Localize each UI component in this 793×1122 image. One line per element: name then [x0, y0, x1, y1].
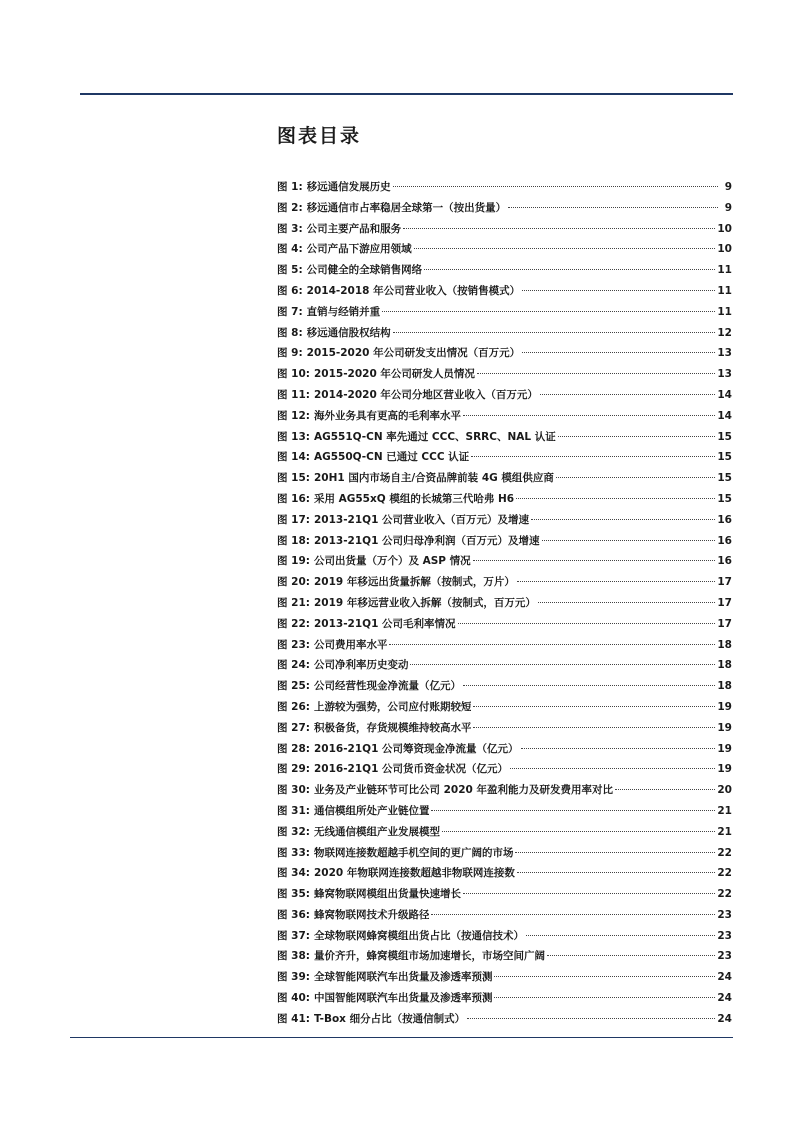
toc-entry[interactable]	[277, 655, 732, 676]
toc-entry-title[interactable]: 中国智能网联汽车出货量及渗透率预测	[313, 992, 493, 1005]
toc-entry-page-number[interactable]: 22	[717, 888, 732, 901]
toc-dot-leader	[431, 914, 715, 915]
toc-entry[interactable]	[277, 822, 732, 843]
toc-entry-label: 图 13:	[277, 430, 310, 443]
toc-entry-label: 图 15:	[277, 472, 310, 485]
toc-entry[interactable]	[277, 281, 732, 302]
toc-entry-label: 图 39:	[277, 971, 310, 984]
toc-entry-label: 图 6:	[277, 284, 303, 297]
toc-entry[interactable]	[277, 614, 732, 635]
toc-entry-title[interactable]: AG551Q-CN 率先通过 CCC、SRRC、NAL 认证	[313, 430, 556, 443]
toc-dot-leader	[467, 1018, 715, 1019]
toc-dot-leader	[517, 581, 716, 582]
toc-entry-page-number[interactable]: 21	[717, 825, 732, 838]
toc-entry[interactable]	[277, 406, 732, 427]
toc-entry[interactable]	[277, 385, 732, 406]
toc-entry-title[interactable]: 全球物联网蜂窝模组出货占比（按通信技术）	[313, 929, 524, 942]
toc-entry-label: 图 28:	[277, 742, 310, 755]
toc-entry-title[interactable]: 2015-2020 年公司研发人员情况	[313, 368, 475, 381]
toc-dot-leader	[494, 997, 715, 998]
toc-entry-label: 图 37:	[277, 929, 310, 942]
toc-entry-label: 图 18:	[277, 534, 310, 547]
toc-entry[interactable]	[277, 759, 732, 780]
toc-entry[interactable]	[277, 427, 732, 448]
toc-entry-title[interactable]: AG550Q-CN 已通过 CCC 认证	[313, 451, 470, 464]
toc-entry-title[interactable]: 无线通信模组产业发展模型	[313, 825, 440, 838]
toc-entry[interactable]	[277, 676, 732, 697]
toc-entry-page-number[interactable]: 11	[717, 305, 732, 318]
toc-entry-page-number[interactable]: 18	[717, 638, 732, 651]
toc-entry-label: 图 32:	[277, 825, 310, 838]
toc-entry-label: 图 35:	[277, 888, 310, 901]
toc-entry-title[interactable]: 公司净利率历史变动	[313, 659, 409, 672]
toc-entry[interactable]	[277, 718, 732, 739]
toc-dot-leader	[393, 186, 718, 187]
toc-entry[interactable]	[277, 531, 732, 552]
page-title: 图表目录	[277, 125, 362, 147]
toc-entry[interactable]	[277, 510, 732, 531]
toc-dot-leader	[389, 644, 715, 645]
toc-entry-page-number[interactable]: 24	[717, 1012, 732, 1025]
toc-entry-title[interactable]: 移远通信股权结构	[306, 326, 391, 339]
toc-entry-title[interactable]: 直销与经销并重	[306, 305, 381, 318]
toc-dot-leader	[382, 311, 715, 312]
toc-entry-page-number[interactable]: 10	[717, 243, 732, 256]
toc-dot-leader	[473, 706, 715, 707]
toc-dot-leader	[471, 456, 715, 457]
toc-dot-leader	[538, 602, 716, 603]
toc-entry-page-number[interactable]: 23	[717, 908, 732, 921]
toc-dot-leader	[522, 352, 715, 353]
toc-entry-page-number[interactable]: 10	[717, 222, 732, 235]
toc-entry-page-number[interactable]: 15	[717, 451, 732, 464]
toc-entry[interactable]	[277, 988, 732, 1009]
toc-dot-leader	[473, 727, 715, 728]
toc-entry[interactable]	[277, 177, 732, 198]
toc-entry-title[interactable]: 公司健全的全球销售网络	[306, 264, 423, 277]
toc-dot-leader	[526, 935, 715, 936]
toc-entry[interactable]	[277, 323, 732, 344]
toc-dot-leader	[531, 519, 715, 520]
toc-entry-label: 图 33:	[277, 846, 310, 859]
toc-entry-title[interactable]: 公司产品下游应用领域	[306, 243, 412, 256]
toc-entry-title[interactable]: 2019 年移远出货量拆解（按制式，万片）	[313, 576, 515, 589]
toc-entry-title[interactable]: 2016-21Q1 公司筹资现金净流量（亿元）	[313, 742, 519, 755]
toc-entry-page-number[interactable]: 23	[717, 950, 732, 963]
toc-entry-page-number[interactable]: 14	[717, 388, 732, 401]
toc-entry[interactable]	[277, 447, 732, 468]
toc-entry-label: 图 21:	[277, 596, 310, 609]
toc-dot-leader	[442, 831, 715, 832]
toc-entry-label: 图 36:	[277, 908, 310, 921]
toc-entry[interactable]	[277, 260, 732, 281]
toc-entry-page-number[interactable]: 16	[717, 555, 732, 568]
footer-divider	[70, 1037, 733, 1038]
toc-entry-label: 图 34:	[277, 867, 310, 880]
toc-entry[interactable]	[277, 801, 732, 822]
toc-entry-title[interactable]: 2014-2020 年公司分地区营业收入（百万元）	[313, 388, 538, 401]
toc-entry-page-number[interactable]: 19	[717, 763, 732, 776]
toc-dot-leader	[403, 228, 715, 229]
toc-entry-label: 图 31:	[277, 804, 310, 817]
toc-entry-title[interactable]: 2013-21Q1 公司毛利率情况	[313, 617, 456, 630]
toc-entry[interactable]	[277, 1009, 732, 1030]
toc-entry-page-number[interactable]: 23	[717, 929, 732, 942]
toc-entry[interactable]	[277, 343, 732, 364]
toc-entry-page-number[interactable]: 13	[717, 368, 732, 381]
toc-entry-page-number[interactable]: 24	[717, 992, 732, 1005]
toc-entry-title[interactable]: 公司经营性现金净流量（亿元）	[313, 680, 461, 693]
toc-dot-leader	[463, 685, 715, 686]
toc-entry[interactable]	[277, 593, 732, 614]
toc-entry-page-number[interactable]: 19	[717, 721, 732, 734]
toc-entry-page-number[interactable]: 16	[717, 534, 732, 547]
toc-entry-title[interactable]: 2016-21Q1 公司货币资金状况（亿元）	[313, 763, 509, 776]
toc-entry-label: 图 3:	[277, 222, 303, 235]
toc-entry-title[interactable]: 2013-21Q1 公司营业收入（百万元）及增速	[313, 513, 530, 526]
toc-entry[interactable]	[277, 302, 732, 323]
toc-entry[interactable]	[277, 219, 732, 240]
toc-entry-label: 图 2:	[277, 201, 303, 214]
toc-entry-page-number[interactable]: 15	[717, 472, 732, 485]
toc-entry-title[interactable]: 2019 年移远营业收入拆解（按制式，百万元）	[313, 596, 536, 609]
toc-entry-title[interactable]: 公司主要产品和服务	[306, 222, 402, 235]
toc-dot-leader	[477, 373, 715, 374]
toc-entry[interactable]	[277, 239, 732, 260]
toc-entry[interactable]	[277, 635, 732, 656]
toc-entry-title[interactable]: 移远通信发展历史	[306, 181, 391, 193]
toc-entry[interactable]	[277, 198, 732, 219]
toc-dot-leader	[522, 290, 715, 291]
toc-entry-title[interactable]: 公司出货量（万个）及 ASP 情况	[313, 555, 471, 568]
toc-entry-page-number[interactable]: 22	[717, 846, 732, 859]
toc-dot-leader	[547, 955, 715, 956]
toc-entry[interactable]	[277, 780, 732, 801]
toc-dot-leader	[494, 976, 715, 977]
toc-entry-label: 图 16:	[277, 492, 310, 505]
toc-entry-page-number[interactable]: 24	[717, 971, 732, 984]
toc-dot-leader	[540, 394, 715, 395]
toc-entry-label: 图 19:	[277, 555, 310, 568]
toc-dot-leader	[424, 269, 715, 270]
toc-entry-page-number[interactable]: 17	[717, 576, 732, 589]
toc-entry-title[interactable]: 量价齐升，蜂窝模组市场加速增长，市场空间广阔	[313, 950, 545, 963]
toc-entry-label: 图 41:	[277, 1012, 310, 1025]
toc-entry-title[interactable]: 移远通信市占率稳居全球第一（按出货量）	[306, 201, 507, 214]
toc-entry-label: 图 12:	[277, 409, 310, 422]
toc-entry[interactable]	[277, 551, 732, 572]
toc-dot-leader	[515, 852, 715, 853]
toc-entry-label: 图 26:	[277, 700, 310, 713]
figure-list	[277, 177, 732, 1030]
toc-entry-label: 图 24:	[277, 659, 310, 672]
toc-dot-leader	[463, 893, 715, 894]
toc-entry-label: 图 22:	[277, 617, 310, 630]
toc-dot-leader	[431, 810, 715, 811]
toc-entry[interactable]	[277, 572, 732, 593]
toc-entry-label: 图 7:	[277, 305, 303, 318]
toc-entry-label: 图 27:	[277, 721, 310, 734]
toc-entry[interactable]	[277, 364, 732, 385]
toc-entry-title[interactable]: 海外业务具有更高的毛利率水平	[313, 409, 461, 422]
toc-entry[interactable]	[277, 946, 732, 967]
toc-entry-title[interactable]: 蜂窝物联网模组出货量快速增长	[313, 888, 461, 901]
toc-entry-title[interactable]: 2014-2018 年公司营业收入（按销售模式）	[306, 284, 521, 297]
toc-dot-leader	[510, 768, 715, 769]
toc-entry-page-number[interactable]: 22	[717, 867, 732, 880]
toc-dot-leader	[458, 623, 716, 624]
toc-dot-leader	[542, 540, 716, 541]
toc-entry-title[interactable]: 2020 年物联网连接数超越非物联网连接数	[313, 867, 515, 880]
toc-dot-leader	[556, 477, 715, 478]
toc-dot-leader	[615, 789, 715, 790]
toc-entry-label: 图 10:	[277, 368, 310, 381]
toc-entry-title[interactable]: 蜂窝物联网技术升级路径	[313, 908, 430, 921]
toc-entry[interactable]	[277, 926, 732, 947]
toc-entry[interactable]	[277, 884, 732, 905]
toc-entry-page-number[interactable]: 18	[717, 659, 732, 672]
toc-dot-leader	[517, 872, 716, 873]
toc-entry-page-number[interactable]: 18	[717, 680, 732, 693]
toc-entry-label: 图 1:	[277, 181, 303, 193]
toc-entry[interactable]	[277, 843, 732, 864]
toc-entry-page-number[interactable]: 17	[717, 596, 732, 609]
toc-dot-leader	[473, 560, 716, 561]
toc-entry-page-number[interactable]: 14	[717, 409, 732, 422]
toc-entry-label: 图 30:	[277, 784, 310, 797]
toc-entry-title[interactable]: 公司费用率水平	[313, 638, 388, 651]
toc-entry-page-number[interactable]: 11	[717, 284, 732, 297]
toc-dot-leader	[410, 664, 715, 665]
toc-entry-label: 图 17:	[277, 513, 310, 526]
toc-entry-page-number[interactable]: 13	[717, 347, 732, 360]
toc-entry-label: 图 20:	[277, 576, 310, 589]
toc-entry[interactable]	[277, 697, 732, 718]
toc-entry[interactable]	[277, 468, 732, 489]
toc-entry-page-number[interactable]: 15	[717, 492, 732, 505]
toc-dot-leader	[558, 436, 716, 437]
toc-entry-page-number[interactable]: 20	[717, 784, 732, 797]
toc-entry-page-number[interactable]: 16	[717, 513, 732, 526]
toc-dot-leader	[414, 248, 716, 249]
toc-entry[interactable]	[277, 863, 732, 884]
toc-entry-page-number[interactable]: 17	[717, 617, 732, 630]
toc-entry-label: 图 14:	[277, 451, 310, 464]
toc-entry-title[interactable]: 业务及产业链环节可比公司 2020 年盈利能力及研发费用率对比	[313, 784, 614, 797]
toc-entry-title[interactable]: 全球智能网联汽车出货量及渗透率预测	[313, 971, 493, 984]
toc-entry-page-number[interactable]: 15	[717, 430, 732, 443]
toc-entry-label: 图 4:	[277, 243, 303, 256]
toc-entry-label: 图 8:	[277, 326, 303, 339]
toc-dot-leader	[463, 415, 715, 416]
toc-entry-title[interactable]: 上游较为强势，公司应付账期较短	[313, 700, 472, 713]
toc-dot-leader	[521, 748, 716, 749]
header-divider	[80, 93, 733, 95]
toc-entry-label: 图 9:	[277, 347, 303, 360]
toc-entry-page-number[interactable]: 12	[717, 326, 732, 339]
toc-entry-label: 图 23:	[277, 638, 310, 651]
toc-dot-leader	[508, 207, 718, 208]
toc-entry-label: 图 25:	[277, 680, 310, 693]
toc-entry[interactable]	[277, 489, 732, 510]
toc-entry-title[interactable]: T-Box 细分占比（按通信制式）	[313, 1012, 466, 1025]
toc-entry[interactable]	[277, 739, 732, 760]
toc-entry-title[interactable]: 物联网连接数超越手机空间的更广阔的市场	[313, 846, 514, 859]
toc-entry-page-number[interactable]: 19	[717, 742, 732, 755]
toc-entry-label: 图 40:	[277, 992, 310, 1005]
toc-entry-title[interactable]: 积极备货，存货规模维持较高水平	[313, 721, 472, 734]
toc-entry-title[interactable]: 2015-2020 年公司研发支出情况（百万元）	[306, 347, 521, 360]
toc-entry[interactable]	[277, 967, 732, 988]
toc-entry-label: 图 11:	[277, 388, 310, 401]
toc-entry[interactable]	[277, 905, 732, 926]
toc-entry-page-number[interactable]: 19	[717, 700, 732, 713]
toc-entry-title[interactable]: 2013-21Q1 公司归母净利润（百万元）及增速	[313, 534, 540, 547]
toc-entry-title[interactable]: 采用 AG55xQ 模组的长城第三代哈弗 H6	[313, 492, 515, 505]
toc-entry-label: 图 38:	[277, 950, 310, 963]
toc-entry-label: 图 29:	[277, 763, 310, 776]
toc-dot-leader	[516, 498, 715, 499]
toc-entry-page-number[interactable]: 21	[717, 804, 732, 817]
toc-dot-leader	[393, 332, 716, 333]
toc-entry-label: 图 5:	[277, 264, 303, 277]
toc-entry-page-number[interactable]: 11	[717, 264, 732, 277]
toc-entry-page-number[interactable]: 9	[724, 201, 732, 214]
toc-entry-title[interactable]: 20H1 国内市场自主/合资品牌前装 4G 模组供应商	[313, 472, 554, 485]
toc-entry-title[interactable]: 通信模组所处产业链位置	[313, 804, 430, 817]
toc-entry-page-number[interactable]: 9	[724, 181, 732, 193]
